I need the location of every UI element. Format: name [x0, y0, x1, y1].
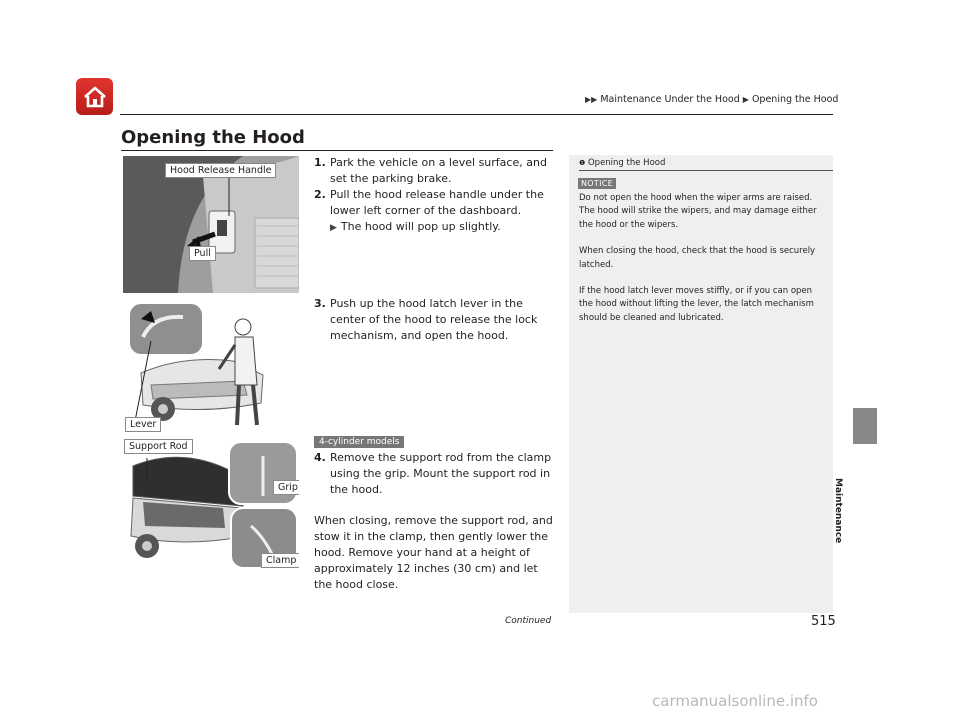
latch-lever-illustration — [123, 297, 299, 433]
steps-block-c — [314, 450, 554, 498]
step-number: 3. — [314, 297, 326, 310]
steps-block-b — [314, 296, 554, 344]
breadcrumb-item[interactable]: Opening the Hood — [751, 94, 839, 105]
section-tab-marker[interactable] — [853, 408, 877, 444]
callout-lever: Lever — [125, 417, 161, 432]
page-number: 515 — [811, 614, 836, 629]
step-text: Pull the hood release handle under the lower left corner of the dashboard. — [330, 188, 544, 217]
step-1 — [314, 155, 554, 187]
model-badge: 4-cylinder models — [314, 436, 404, 448]
sidebar-note — [569, 155, 833, 613]
step-2 — [314, 187, 554, 219]
sidebar-paragraph: If the hood latch lever moves stiffly, or if you can open the hood without lifting the lever, the latch mechanism should be cleaned and lubricated. — [579, 286, 814, 323]
sidebar-heading — [579, 158, 665, 168]
breadcrumb-arrow-icon: ▶▶ — [585, 95, 598, 104]
callout-pull: Pull — [189, 246, 216, 261]
callout-clamp: Clamp — [261, 553, 299, 568]
step-text: Remove the support rod from the clamp using the grip. Mount the support rod in the hood. — [330, 451, 552, 496]
latch-lever-figure — [123, 297, 299, 433]
step-number: 4. — [314, 451, 326, 464]
page-title: Opening the Hood — [121, 127, 305, 148]
sidebar-paragraph: When closing the hood, check that the hood is securely latched. — [579, 246, 816, 270]
step-2-result — [314, 219, 554, 236]
support-rod-illustration — [123, 436, 299, 572]
breadcrumb — [585, 94, 838, 105]
sidebar-heading-text: Opening the Hood — [587, 158, 666, 168]
callout-grip: Grip — [273, 480, 299, 495]
steps-block-a — [314, 155, 554, 236]
closing-paragraph: When closing, remove the support rod, and stow it in the clamp, then gently lower the hood. Remove your hand at a height of approximately 12 inches (30 cm) and let the hood close. — [314, 514, 553, 591]
step-3 — [314, 296, 554, 344]
step-result-text: The hood will pop up slightly. — [340, 220, 501, 233]
notice-badge: NOTICE — [578, 178, 616, 189]
step-4 — [314, 450, 554, 498]
continued-label: Continued — [505, 616, 552, 626]
step-text: Push up the hood latch lever in the center of the hood to release the lock mechanism, and open the hood. — [330, 297, 538, 342]
hood-release-figure — [123, 156, 299, 293]
breadcrumb-item[interactable]: Maintenance Under the Hood — [600, 94, 740, 105]
callout-hood-release-handle: Hood Release Handle — [165, 163, 276, 178]
breadcrumb-arrow-icon: ▶ — [742, 95, 749, 104]
home-button[interactable] — [76, 78, 113, 115]
title-divider — [121, 150, 553, 151]
sidebar-body — [579, 192, 819, 338]
sidebar-paragraph: Do not open the hood when the wiper arms are raised. The hood will strike the wipers, and may damage either the hood or the wipers. — [579, 193, 817, 230]
section-tab-label: Maintenance — [833, 478, 843, 544]
callout-support-rod: Support Rod — [124, 439, 193, 454]
header-divider — [120, 114, 833, 115]
sidebar-divider — [579, 170, 833, 171]
step-number: 1. — [314, 156, 326, 169]
home-icon — [82, 85, 108, 109]
reference-icon: ❶ — [579, 159, 586, 167]
result-arrow-icon: ▶ — [330, 223, 337, 233]
watermark: carmanualsonline.info — [652, 692, 818, 710]
step-text: Park the vehicle on a level surface, and set the parking brake. — [330, 156, 547, 185]
step-number: 2. — [314, 188, 326, 201]
support-rod-figure — [123, 436, 299, 572]
